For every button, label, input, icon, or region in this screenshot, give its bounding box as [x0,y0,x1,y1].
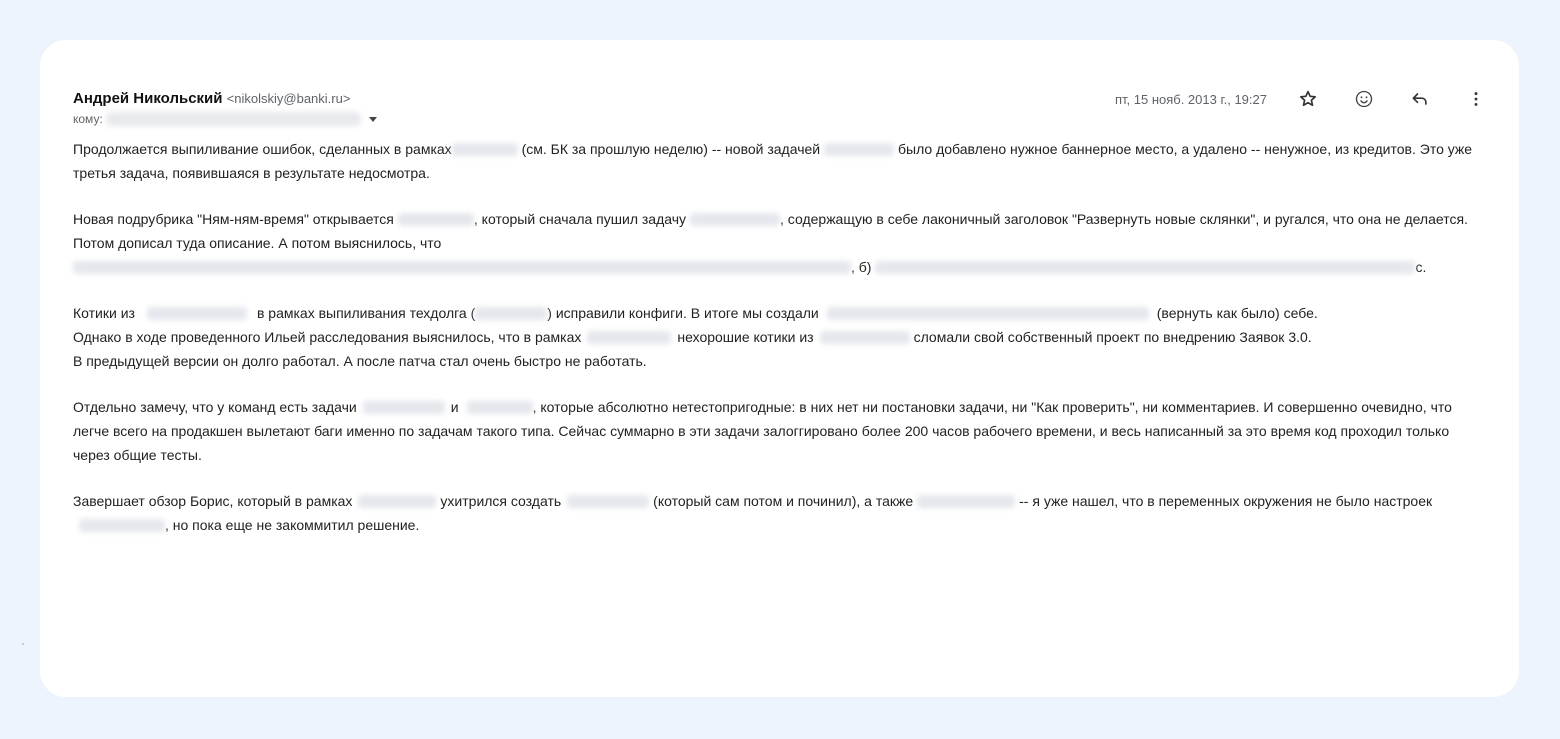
paragraph-2: Новая подрубрика "Ням-ням-время" открывается , который сначала пушил задачу , содержащую в себе лаконичный заголовок "Развернуть новые склянки", и ругался, что она не делается. Потом дописал туда описание. А потом выяснилось, что , б) с. [73,211,1468,275]
redacted [824,143,894,156]
emoji-icon[interactable] [1353,88,1375,110]
paragraph-3: Котики из в рамках выпиливания техдолга ( ) исправили конфиги. В итоге мы создали (вернуть как было) себе. Однако в ходе проведенного Ильей расследования выяснилось, что в рамках нехорошие котики из сломали свой собственный проект по внедрению Заявок 3.0. В предыдущей версии он долго работал. А после патча стал очень быстро не работать. [73,305,1318,369]
redacted [452,143,518,156]
recipients-line[interactable] [73,110,1487,128]
redacted [587,331,671,344]
sender-email: <nikolskiy@banki.ru> [226,91,351,106]
redacted [827,307,1149,320]
recipients-redacted [106,112,361,126]
star-icon[interactable] [1297,88,1319,110]
to-label: кому: [73,112,103,126]
email-body [73,137,1487,537]
paragraph-4: Отдельно замечу, что у команд есть задачи и , которые абсолютно нетестопригодные: в них нет ни постановки задачи, ни "Как проверить", ни комментариев. И совершенно очевидно, что легче всего на продакшен вылетают баги именно по задачам такого типа. Сейчас суммарно в эти задачи залоггировано более 200 часов рабочего времени, и весь написанный за это время код проходил только через общие тесты. [73,399,1452,463]
redacted [398,213,474,226]
chevron-down-icon[interactable] [369,117,377,122]
redacted [363,401,445,414]
redacted [358,495,436,508]
header-actions [1115,88,1487,110]
redacted [73,261,851,274]
redacted [79,519,165,532]
email-card [40,40,1519,697]
redacted [875,261,1415,274]
sender-name[interactable]: Андрей Никольский [73,90,223,107]
redacted [567,495,649,508]
paragraph-1: Продолжается выпиливание ошибок, сделанных в рамках (см. БК за прошлую неделю) -- новой задачей было добавлено нужное баннерное место, а удалено -- ненужное, из кредитов. Это уже третья задача, появившаяся в результате недосмотра. [73,141,1473,181]
redacted [917,495,1015,508]
sender [73,88,350,110]
paragraph-5: Завершает обзор Борис, который в рамках ухитрился создать (который сам потом и починил), а также -- я уже нашел, что в переменных окружения не было настроек, но пока еще не закоммитил решение. [73,493,1433,533]
redacted [690,213,780,226]
stray-dot [22,643,24,645]
redacted [820,331,910,344]
email-date: пт, 15 нояб. 2013 г., 19:27 [1114,91,1267,107]
email-header [73,88,1487,110]
redacted [475,307,547,320]
more-vert-icon[interactable] [1465,88,1487,110]
redacted [147,307,247,320]
redacted [467,401,533,414]
reply-icon[interactable] [1409,88,1431,110]
